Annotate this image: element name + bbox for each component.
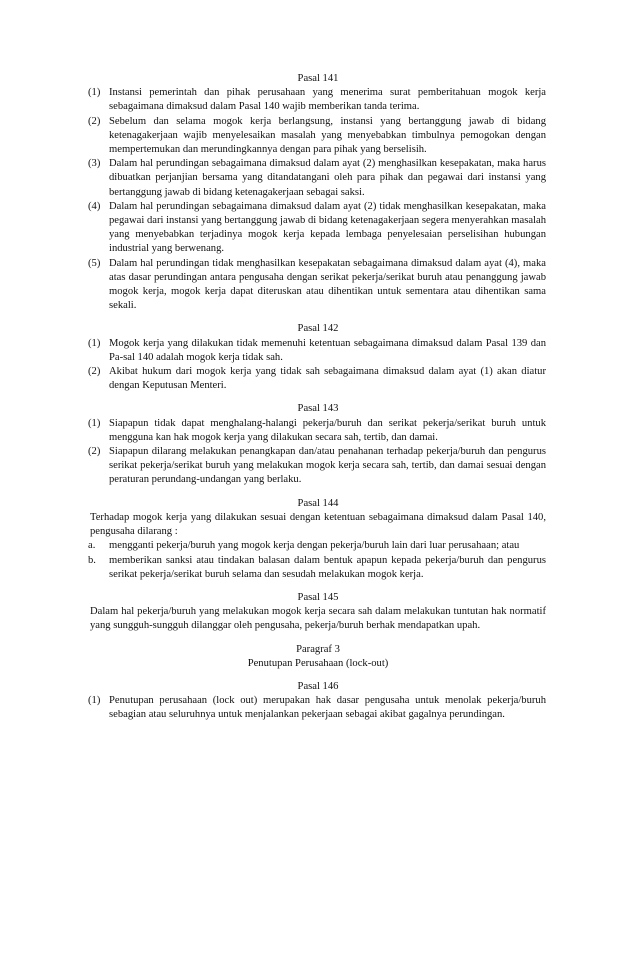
pasal-144-item xyxy=(90,554,546,582)
pasal-142-title: Pasal 142 xyxy=(297,323,339,335)
item-text: Penutupan perusahaan (lock out) merupakan hak dasar pengusaha untuk menolak pekerja/buruh sebagian atau seluruhnya untuk menjalankan pekerjaan sebagai akibat gagalnya perundingan. xyxy=(109,695,546,721)
item-number: (1) xyxy=(88,695,101,707)
item-letter: a. xyxy=(88,540,96,552)
item-text: Akibat hukum dari mogok kerja yang tidak sah sebagaimana dimaksud dalam ayat (1) akan diatur dengan Keputusan Menteri. xyxy=(109,366,546,392)
pasal-142-item xyxy=(90,337,546,365)
item-text: Sebelum dan selama mogok kerja berlangsung, instansi yang bertanggung jawab di bidang ketenagakerjaan wajib menyelesaikan masalah yang menyebabkan timbulnya pemogokan dengan mempertemukan dan merundingkannya dengan para pihak yang berselisih. xyxy=(109,115,546,156)
pasal-142-item xyxy=(90,365,546,393)
item-number: (2) xyxy=(88,366,101,378)
item-letter: b. xyxy=(88,554,96,566)
pasal-141-title: Pasal 141 xyxy=(297,73,339,84)
item-number: (4) xyxy=(88,200,101,212)
item-text: Siapapun tidak dapat menghalang-halangi pekerja/buruh dan serikat pekerja/serikat buruh untuk mengguna kan hak mogok kerja yang dilakukan secara sah, tertib, dan damai. xyxy=(109,417,546,443)
item-number: (1) xyxy=(88,417,101,429)
item-number: (1) xyxy=(88,87,101,99)
paragraf-3 xyxy=(90,643,546,671)
pasal-141-item xyxy=(90,115,546,158)
pasal-145-title: Pasal 145 xyxy=(297,591,339,603)
pasal-141 xyxy=(90,72,546,313)
item-number: (2) xyxy=(88,115,101,127)
pasal-143-item xyxy=(90,445,546,488)
item-text: Mogok kerja yang dilakukan tidak memenuhi ketentuan sebagaimana dimaksud dalam Pasal 139 dan Pa-sal 140 adalah mogok kerja tidak sah. xyxy=(109,337,546,363)
pasal-144-intro: Terhadap mogok kerja yang dilakukan sesuai dengan ketentuan sebagaimana dimaksud dalam Pasal 140, pengusaha dilarang : xyxy=(90,511,546,538)
pasal-144-title: Pasal 144 xyxy=(297,497,339,509)
paragraf-3-subtitle: Penutupan Perusahaan (lock-out) xyxy=(247,657,389,669)
paragraf-3-title: Paragraf 3 xyxy=(296,643,340,655)
item-number: (3) xyxy=(88,158,101,170)
item-text: Instansi pemerintah dan pihak perusahaan yang menerima surat pemberitahuan mogok kerja sebagaimana dimaksud dalam Pasal 140 wajib memberikan tanda terima. xyxy=(109,87,546,113)
pasal-143-item xyxy=(90,417,546,445)
pasal-146-title: Pasal 146 xyxy=(297,680,339,692)
pasal-141-item xyxy=(90,157,546,200)
pasal-142 xyxy=(90,322,546,393)
item-text: Dalam hal perundingan sebagaimana dimaksud dalam ayat (2) tidak menghasilkan kesepakatan, maka pegawai dari instansi yang bertanggung jawab di bidang ketenagakerjaan segera menyerahkan masalah yang menyebabkan terjadinya mogok kerja kepada lembaga penyelesaian perselisihan hubungan industrial yang berwenang. xyxy=(109,200,546,255)
pasal-141-item xyxy=(90,200,546,257)
pasal-145-text: Dalam hal pekerja/buruh yang melakukan mogok kerja secara sah dalam melakukan tuntutan hak normatif yang sungguh-sungguh dilanggar oleh pengusaha, pekerja/buruh berhak mendapatkan upah. xyxy=(90,606,546,632)
item-text: mengganti pekerja/buruh yang mogok kerja dengan pekerja/buruh lain dari luar perusahaan; atau xyxy=(109,540,520,552)
item-number: (1) xyxy=(88,337,101,349)
item-number: (5) xyxy=(88,257,101,269)
item-text: Dalam hal perundingan tidak menghasilkan kesepakatan sebagaimana dimaksud dalam ayat (4), maka atas dasar perundingan antara pengusaha dengan serikat pekerja/serikat buruh atau penanggung jawab mogok kerja, mogok kerja dapat diteruskan atau dihentikan untuk sementara atau dihentikan sama sekali. xyxy=(109,257,546,312)
document-page xyxy=(90,72,546,732)
item-text: memberikan sanksi atau tindakan balasan dalam bentuk apapun kepada pekerja/buruh dan pengurus serikat pekerja/serikat buruh selama dan sesudah melakukan mogok kerja. xyxy=(109,554,546,580)
pasal-145 xyxy=(90,591,546,634)
pasal-146-item xyxy=(90,694,546,722)
pasal-141-item xyxy=(90,257,546,314)
item-number: (2) xyxy=(88,446,101,458)
pasal-143 xyxy=(90,402,546,487)
pasal-143-title: Pasal 143 xyxy=(297,403,339,415)
pasal-141-item xyxy=(90,86,546,114)
pasal-144-item xyxy=(90,539,546,553)
pasal-146 xyxy=(90,680,546,723)
pasal-144 xyxy=(90,497,546,582)
item-text: Siapapun dilarang melakukan penangkapan dan/atau penahanan terhadap pekerja/buruh dan pengurus serikat pekerja/serikat buruh yang melakukan mogok kerja secara sah, tertib, dan damai sesuai dengan peraturan perundang-undangan yang berlaku. xyxy=(109,446,546,486)
item-text: Dalam hal perundingan sebagaimana dimaksud dalam ayat (2) menghasilkan kesepakatan, maka harus dibuatkan perjanjian bersama yang ditandatangani oleh para pihak dan pegawai dari instansi yang bertanggung jawab di bidang ketenagakerjaan sebagai saksi. xyxy=(109,158,546,198)
